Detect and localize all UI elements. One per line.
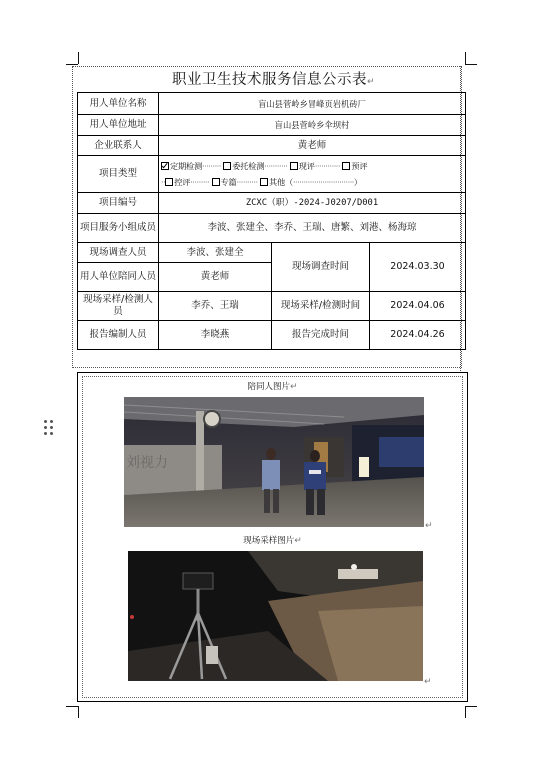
checkbox-status-assessment[interactable]: 现评 (290, 161, 315, 171)
paragraph-mark: ↵ (424, 677, 432, 687)
survey-time-label: 现场调查时间 (272, 243, 370, 292)
checkbox-pre-assessment[interactable]: 预评 (342, 161, 367, 171)
accompany-value[interactable]: 黄老师 (159, 263, 272, 292)
margin-guide (78, 52, 79, 64)
photos-cell (82, 376, 463, 698)
project-no-value[interactable]: ZCXC（职）-2024-J0207/D001 (159, 193, 466, 214)
table-row (78, 93, 466, 115)
team-value[interactable]: 李波、张建全、李乔、王瑞、唐繁、刘港、杨海琼 (159, 214, 466, 243)
checkbox-special-chapter[interactable]: 专篇 (212, 177, 237, 187)
page-title: 职业卫生技术服务信息公示表↵ (171, 72, 376, 88)
survey-staff-value[interactable]: 李波、张建全 (159, 243, 272, 263)
info-table (77, 92, 466, 350)
margin-guide (465, 706, 466, 718)
checkbox-icon (165, 178, 173, 186)
checkbox-icon (290, 162, 298, 170)
accompany-label: 用人单位陪同人员 (78, 263, 159, 292)
checkbox-other[interactable]: 其他（ (260, 177, 293, 187)
table-row (78, 214, 466, 243)
accompany-photo-image (124, 397, 424, 527)
project-type-label: 项目类型 (78, 156, 159, 193)
project-type-options: 定期检测········· 委托检测··········· 现评············ 预评 ·· 控评········· 专篇·········· 其他（·····························） (159, 156, 466, 193)
margin-guide (66, 64, 78, 65)
accompany-photo-caption: 陪同人图片↵ (247, 382, 298, 392)
photos-table (77, 372, 468, 702)
margin-guide (465, 64, 477, 65)
contact-value[interactable]: 黄老师 (159, 136, 466, 156)
table-row (78, 115, 466, 136)
checkbox-icon (223, 162, 231, 170)
sampling-time-value[interactable]: 2024.04.06 (370, 292, 466, 321)
checkbox-periodic-test[interactable]: 定期检测 (161, 161, 202, 171)
checkbox-commissioned-test[interactable]: 委托检测 (223, 161, 264, 171)
margin-guide (465, 706, 477, 707)
sampling-photo[interactable] (128, 551, 423, 681)
checked-checkbox-icon (161, 162, 169, 170)
table-row (78, 243, 466, 263)
report-staff-value[interactable]: 李晓燕 (159, 321, 272, 350)
team-label: 项目服务小组成员 (78, 214, 159, 243)
employer-address-label: 用人单位地址 (78, 115, 159, 136)
project-no-label: 项目编号 (78, 193, 159, 214)
svg-text:刘视力: 刘视力 (126, 455, 168, 471)
margin-guide (78, 706, 79, 718)
checkbox-control-assessment[interactable]: 控评 (165, 177, 190, 187)
sampling-photo-caption: 现场采样图片↵ (243, 536, 302, 546)
table-row (78, 321, 466, 350)
sampling-staff-label: 现场采样/检测人员 (78, 292, 159, 321)
report-staff-label: 报告编制人员 (78, 321, 159, 350)
table-row (78, 136, 466, 156)
survey-staff-label: 现场调查人员 (78, 243, 159, 263)
report-time-label: 报告完成时间 (272, 321, 370, 350)
survey-time-value[interactable]: 2024.03.30 (370, 243, 466, 292)
sampling-time-label: 现场采样/检测时间 (272, 292, 370, 321)
employer-address-value[interactable]: 盲山县菅岭乡伞坝村 (159, 115, 466, 136)
sampling-staff-value[interactable]: 李乔、王瑞 (159, 292, 272, 321)
checkbox-icon (342, 162, 350, 170)
margin-guide (465, 52, 466, 64)
contact-label: 企业联系人 (78, 136, 159, 156)
checkbox-icon (212, 178, 220, 186)
margin-guide (66, 706, 78, 707)
table-row (78, 193, 466, 214)
sampling-photo-image (128, 551, 423, 681)
checkbox-icon (260, 178, 268, 186)
table-row (78, 156, 466, 193)
employer-name-label: 用人单位名称 (78, 93, 159, 115)
accompany-photo[interactable] (124, 397, 424, 527)
report-time-value[interactable]: 2024.04.26 (370, 321, 466, 350)
paragraph-mark: ↵ (425, 521, 433, 531)
table-row (78, 292, 466, 321)
employer-name-value[interactable]: 盲山县菅岭乡冒峰页岩机砖厂 (159, 93, 466, 115)
